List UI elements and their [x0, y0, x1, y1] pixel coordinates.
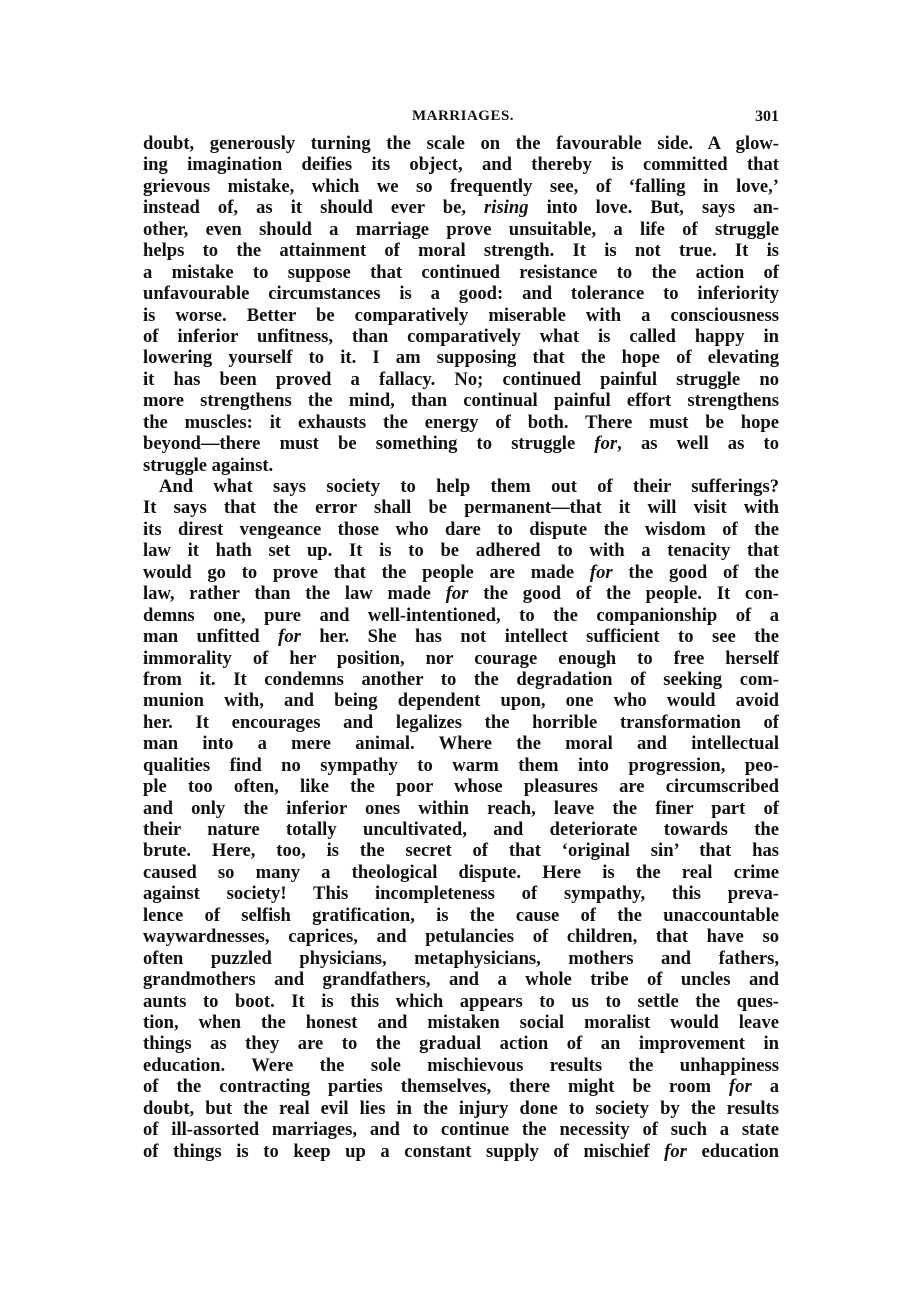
- text-line: is worse. Better be comparatively miserable with a consciousness: [143, 304, 779, 326]
- text-line: grievous mistake, which we so frequently see, of ‘falling in love,’: [143, 175, 779, 197]
- text-line: of ill-assorted marriages, and to continue the necessity of such a state: [143, 1119, 779, 1141]
- text-line: qualities find no sympathy to warm them into progression, peo-: [143, 754, 779, 776]
- text-line: beyond—there must be something to struggle for, as well as to: [143, 433, 779, 455]
- text-line: tion, when the honest and mistaken social moralist would leave: [143, 1011, 779, 1033]
- text-line: struggle against.: [143, 454, 274, 476]
- text-line: unfavourable circumstances is a good: and tolerance to inferiority: [143, 283, 779, 305]
- text-line: education. Were the sole mischievous results the unhappiness: [143, 1054, 779, 1076]
- text-line: ple too often, like the poor whose pleasures are circumscribed: [143, 776, 779, 798]
- text-line: more strengthens the mind, than continual painful effort strengthens: [143, 390, 779, 412]
- text-line: and only the inferior ones within reach, leave the finer part of: [143, 797, 779, 819]
- text-line: It says that the error shall be permanent—that it will visit with: [143, 497, 779, 519]
- text-line: against society! This incompleteness of sympathy, this preva-: [143, 883, 779, 905]
- text-line: their nature totally uncultivated, and deteriorate towards the: [143, 819, 779, 840]
- text-line: her. It encourages and legalizes the horrible transformation of: [143, 711, 779, 733]
- text-line: often puzzled physicians, metaphysicians, mothers and fathers,: [143, 947, 779, 969]
- text-line: other, even should a marriage prove unsuitable, a life of struggle: [143, 218, 779, 240]
- paragraph-1: [143, 133, 779, 476]
- text-line: things as they are to the gradual action of an improvement in: [143, 1033, 779, 1055]
- text-line: caused so many a theological dispute. Here is the real crime: [143, 861, 779, 883]
- text-line: from it. It condemns another to the degradation of seeking com-: [143, 668, 779, 690]
- text-line: law, rather than the law made for the good of the people. It con-: [143, 583, 779, 605]
- text-line: ing imagination deifies its object, and thereby is committed that: [143, 154, 779, 176]
- text-line: demns one, pure and well-intentioned, to the companionship of a: [143, 604, 779, 626]
- text-line: the muscles: it exhausts the energy of both. There must be hope: [143, 411, 779, 433]
- text-line: immorality of her position, nor courage enough to free herself: [143, 647, 779, 669]
- text-line: of the contracting parties themselves, there might be room for a: [143, 1076, 779, 1098]
- text-line: waywardnesses, caprices, and petulancies of children, that have so: [143, 926, 779, 948]
- text-line: lowering yourself to it. I am supposing that the hope of elevating: [143, 347, 779, 369]
- body-text: [143, 133, 779, 1162]
- text-line: instead of, as it should ever be, rising into love. But, says an-: [143, 197, 779, 219]
- text-line: aunts to boot. It is this which appears to us to settle the ques-: [143, 990, 779, 1012]
- text-line: of things is to keep up a constant supply of mischief for education: [143, 1140, 779, 1162]
- text-line: brute. Here, too, is the secret of that ‘original sin’ that has: [143, 840, 779, 862]
- text-line: munion with, and being dependent upon, one who would avoid: [143, 690, 779, 712]
- text-line: And what says society to help them out of their sufferings?: [159, 476, 779, 497]
- page-number: 301: [755, 108, 779, 125]
- text-line: helps to the attainment of moral strength. It is not true. It is: [143, 240, 779, 262]
- text-line: it has been proved a fallacy. No; continued painful struggle no: [143, 368, 779, 390]
- text-line: man into a mere animal. Where the moral and intellectual: [143, 733, 779, 755]
- text-line: would go to prove that the people are made for the good of the: [143, 561, 779, 583]
- text-line: lence of selfish gratification, is the cause of the unaccountable: [143, 904, 779, 926]
- text-line: grandmothers and grandfathers, and a whole tribe of uncles and: [143, 969, 779, 991]
- text-line: its direst vengeance those who dare to dispute the wisdom of the: [143, 518, 779, 540]
- text-line: law it hath set up. It is to be adhered to with a tenacity that: [143, 540, 779, 562]
- paragraph-2: [143, 476, 779, 1162]
- running-title: MARRIAGES.: [411, 108, 515, 124]
- text-line: doubt, generously turning the scale on the favourable side. A glow-: [143, 133, 779, 154]
- text-line: man unfitted for her. She has not intellect sufficient to see the: [143, 626, 779, 648]
- running-head: [143, 108, 779, 128]
- text-line: of inferior unfitness, than comparatively what is called happy in: [143, 325, 779, 347]
- text-line: doubt, but the real evil lies in the injury done to society by the results: [143, 1097, 779, 1119]
- text-line: a mistake to suppose that continued resistance to the action of: [143, 261, 779, 283]
